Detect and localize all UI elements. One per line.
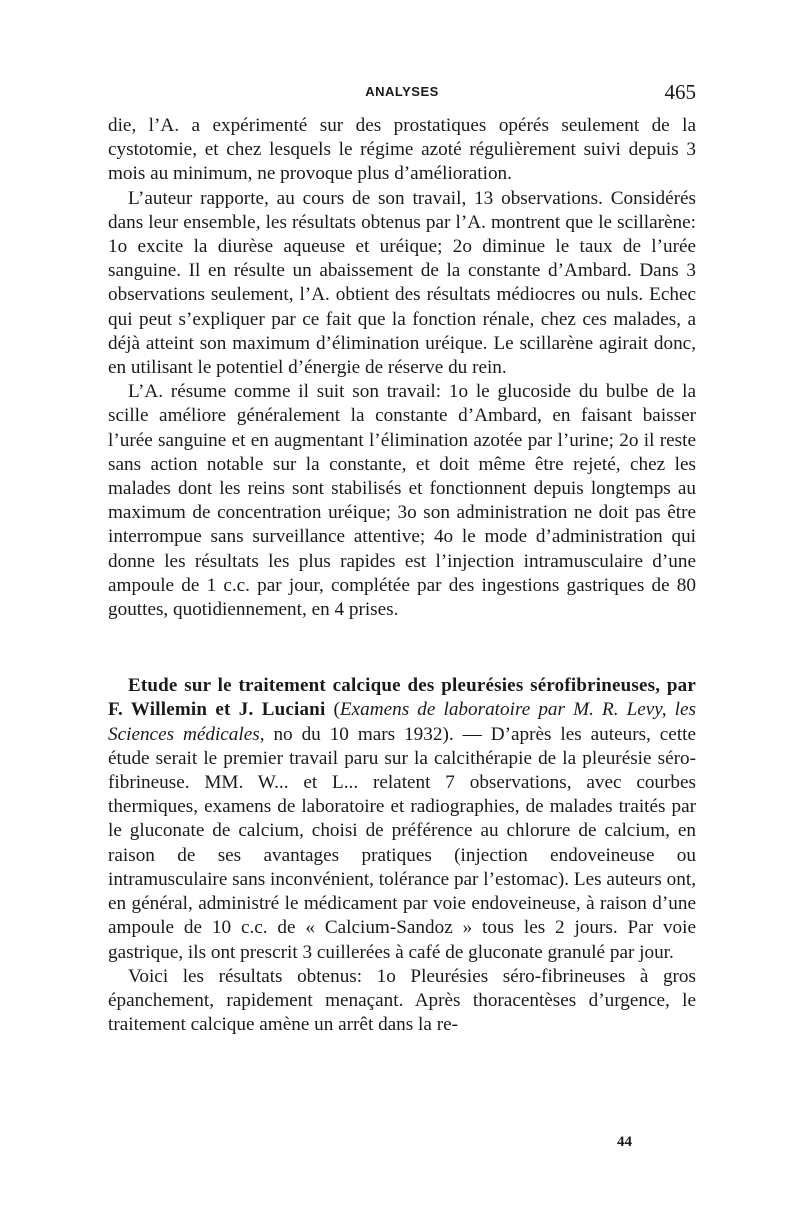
article-source-date: , no du 10 mars 1932). — — [259, 723, 491, 745]
article-paragraph — [108, 674, 696, 964]
running-head — [108, 80, 696, 108]
paragraph-continued: die, l’A. a expérimenté sur des prostatiques opérés seulement de la cystotomie, et chez lesquels le régime azoté régulièrement suivi depuis 3 mois au minimum, ne provoque plus d’amélioration. — [108, 115, 696, 185]
article-title: Etude sur le traitement calcique des pleurésies sérofibrineuses, par F. Willemin et J. Luciani — [108, 675, 696, 721]
paragraph-observations: L’auteur rapporte, au cours de son travail, 13 observations. Considérés dans leur ensemble, les résultats obtenus par l’A. montrent que le scillarène: 1o excite la diurèse aqueuse et uréique; 2o diminue le taux de l’urée sanguine. Il en résulte un abaissement de la constante d’Ambard. Dans 3 observations seulement, l’A. obtient des résultats médiocres ou nuls. Echec qui peut s’expliquer par ce fait que la fonction rénale, chez ces malades, a déjà atteint son maximum d’élimination uréique. Le scillarène agirait donc, en utilisant le potentiel d’énergie de réserve du rein. — [108, 187, 696, 379]
paragraph-results: Voici les résultats obtenus: 1o Pleurésies séro-fibrineuses à gros épanchement, rapidement menaçant. Après thoracentèses d’urgence, le traitement calcique amène un arrêt dans la re- — [108, 965, 696, 1036]
page-number: 465 — [664, 80, 696, 104]
article-body: D’après les auteurs, cette étude serait le premier travail paru sur la calcithérapie de la pleurésie séro-fibrineuse. MM. W... et L... relatent 7 observations, avec courbes thermiques, examens de laboratoire et radiographies, de malades traités par le gluconate de calcium, choisi de préférence au chlorure de calcium, en raison de ses avantages pratiques (injection endoveineuse ou intramusculaire sans inconvénient, tolérance par l’estomac). Les auteurs ont, en général, administré le médicament par voie endoveineuse, à raison d’une ampoule de 10 c.c. de « Calcium-Sandoz » tous les 2 jours. Par voie gastrique, ils ont prescrit 3 cuillerées à café de gluconate granulé par jour. — [108, 723, 696, 963]
paragraph-summary: L’A. résume comme il suit son travail: 1o le glucoside du bulbe de la scille améliore généralement la constante d’Ambard, en faisant baisser l’urée sanguine et en augmentant l’élimination azotée par l’urine; 2o il reste sans action notable sur la constante, et doit même être rejeté, chez les malades dont les reins sont stabilisés et fonctionnent depuis longtemps au maximum de concentration uréique; 3o son administration ne doit pas être interrompue sans surveillance attentive; 4o le mode d’administration qui donne les résultats les plus rapides est l’injection intramusculaire d’une ampoule de 1 c.c. par jour, complétée par des ingestions gastriques de 80 gouttes, quotidiennement, en 4 prises. — [108, 381, 696, 621]
body-text — [108, 114, 696, 1037]
running-title: ANALYSES — [365, 84, 439, 99]
signature-mark: 44 — [617, 1134, 632, 1150]
section-gap — [108, 622, 696, 674]
article-source: Examens de laboratoire par M. R. Levy, les Sciences médicales — [108, 699, 696, 745]
article-open-paren: ( — [325, 699, 340, 721]
